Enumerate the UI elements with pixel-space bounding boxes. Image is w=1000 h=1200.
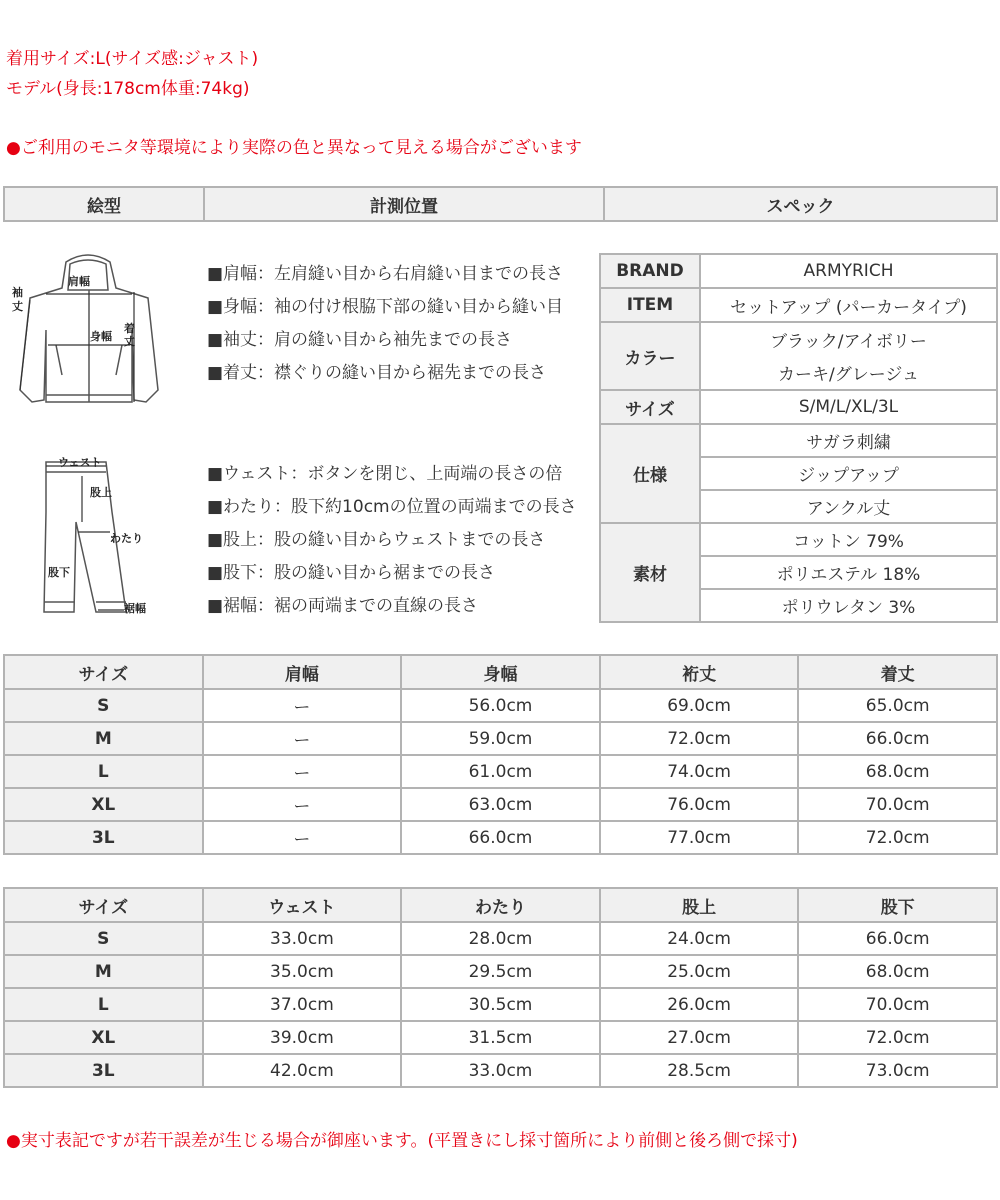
label-waist: ウェスト <box>58 456 102 469</box>
tops-cell: 66.0cm <box>401 821 600 854</box>
bottoms-size-cell: S <box>4 922 203 955</box>
spec-item-label: ITEM <box>600 288 700 322</box>
spec-material-value-3: ポリウレタン 3% <box>700 589 997 622</box>
bottoms-cell: 37.0cm <box>203 988 402 1021</box>
table-row <box>4 922 997 955</box>
bottoms-cell: 33.0cm <box>203 922 402 955</box>
spec-material-value-2: ポリエステル 18% <box>700 556 997 589</box>
bottoms-cell: 27.0cm <box>600 1021 799 1054</box>
header-illustration: 絵型 <box>4 187 204 221</box>
bottoms-header-waist: ウェスト <box>203 888 402 922</box>
bottoms-size-cell: 3L <box>4 1054 203 1087</box>
tops-header-sleeve: 裄丈 <box>600 655 799 689</box>
bottoms-cell: 33.0cm <box>401 1054 600 1087</box>
label-hem: 裾幅 <box>124 602 146 615</box>
spec-color-value-2: カーキ/グレージュ <box>700 356 997 390</box>
tops-header-shoulder: 肩幅 <box>203 655 402 689</box>
label-length-2: 丈 <box>124 335 135 348</box>
table-row <box>4 722 997 755</box>
tops-cell: 66.0cm <box>798 722 997 755</box>
bottoms-cell: 42.0cm <box>203 1054 402 1087</box>
tops-cell: 68.0cm <box>798 755 997 788</box>
bottoms-cell: 39.0cm <box>203 1021 402 1054</box>
label-sleeve-1: 袖 <box>12 286 23 299</box>
measure-warning-note: ●実寸表記ですが若干誤差が生じる場合が御座います。(平置きにし採寸箇所により前側と後ろ側で採寸) <box>6 1131 798 1151</box>
label-chest: 身幅 <box>90 330 112 343</box>
measure-hem: ■裾幅：裾の両端までの直線の長さ <box>207 596 479 616</box>
bottoms-cell: 66.0cm <box>798 922 997 955</box>
spec-material-label: 素材 <box>600 523 700 622</box>
tops-cell: ー <box>203 722 402 755</box>
header-spec: スペック <box>604 187 997 221</box>
bottoms-cell: 73.0cm <box>798 1054 997 1087</box>
spec-brand-value: ARMYRICH <box>700 254 997 288</box>
tops-cell: 63.0cm <box>401 788 600 821</box>
spec-item-value: セットアップ (パーカータイプ) <box>700 288 997 322</box>
label-thigh: わたり <box>110 532 143 545</box>
label-shoulder: 肩幅 <box>68 275 90 288</box>
spec-material-value-1: コットン 79% <box>700 523 997 556</box>
bottoms-size-table <box>3 887 998 1088</box>
bottoms-size-cell: XL <box>4 1021 203 1054</box>
table-row <box>4 788 997 821</box>
bottoms-cell: 68.0cm <box>798 955 997 988</box>
pants-diagram <box>8 452 198 620</box>
tops-size-cell: M <box>4 722 203 755</box>
measure-sleeve: ■袖丈：肩の縫い目から袖先までの長さ <box>207 330 513 350</box>
tops-cell: 72.0cm <box>600 722 799 755</box>
tops-cell: 77.0cm <box>600 821 799 854</box>
bottoms-cell: 24.0cm <box>600 922 799 955</box>
section-header <box>3 186 998 222</box>
tops-cell: 59.0cm <box>401 722 600 755</box>
label-rise: 股上 <box>90 486 112 499</box>
bottoms-cell: 25.0cm <box>600 955 799 988</box>
measure-chest: ■身幅：袖の付け根脇下部の縫い目から縫い目 <box>207 297 564 317</box>
label-sleeve-2: 丈 <box>12 300 23 313</box>
bottoms-header-thigh: わたり <box>401 888 600 922</box>
tops-cell: 69.0cm <box>600 689 799 722</box>
bottoms-cell: 70.0cm <box>798 988 997 1021</box>
bottoms-cell: 28.5cm <box>600 1054 799 1087</box>
tops-cell: ー <box>203 755 402 788</box>
measure-shoulder: ■肩幅：左肩縫い目から右肩縫い目までの長さ <box>207 264 564 284</box>
tops-cell: 72.0cm <box>798 821 997 854</box>
bottoms-cell: 26.0cm <box>600 988 799 1021</box>
tops-cell: 74.0cm <box>600 755 799 788</box>
tops-size-cell: L <box>4 755 203 788</box>
header-measure-position: 計測位置 <box>204 187 604 221</box>
tops-cell: 70.0cm <box>798 788 997 821</box>
model-size-note: 着用サイズ:L(サイズ感:ジャスト) <box>6 49 259 69</box>
color-warning-note: ●ご利用のモニタ等環境により実際の色と異なって見える場合がございます <box>6 138 582 158</box>
measure-length: ■着丈：襟ぐりの縫い目から裾先までの長さ <box>207 363 547 383</box>
bottoms-size-cell: L <box>4 988 203 1021</box>
spec-brand-label: BRAND <box>600 254 700 288</box>
spec-feature-value-3: アンクル丈 <box>700 490 997 523</box>
spec-size-label: サイズ <box>600 390 700 424</box>
hoodie-diagram <box>8 250 198 420</box>
table-row <box>4 689 997 722</box>
bottoms-size-cell: M <box>4 955 203 988</box>
tops-header-chest: 身幅 <box>401 655 600 689</box>
spec-feature-value-1: サガラ刺繍 <box>700 424 997 457</box>
bottoms-header-inseam: 股下 <box>798 888 997 922</box>
spec-color-value-1: ブラック/アイボリー <box>700 322 997 356</box>
tops-size-cell: 3L <box>4 821 203 854</box>
table-row <box>4 988 997 1021</box>
bottoms-header-rise: 股上 <box>600 888 799 922</box>
tops-cell: 65.0cm <box>798 689 997 722</box>
measure-rise: ■股上：股の縫い目からウェストまでの長さ <box>207 530 546 550</box>
table-row <box>4 1021 997 1054</box>
tops-cell: ー <box>203 821 402 854</box>
spec-size-value: S/M/L/XL/3L <box>700 390 997 424</box>
model-body-note: モデル(身長:178cm体重:74kg) <box>6 79 250 99</box>
bottoms-header-size: サイズ <box>4 888 203 922</box>
tops-header-size: サイズ <box>4 655 203 689</box>
bottoms-cell: 72.0cm <box>798 1021 997 1054</box>
table-row <box>4 821 997 854</box>
tops-size-table <box>3 654 998 855</box>
label-inseam: 股下 <box>48 566 70 579</box>
spec-feature-value-2: ジップアップ <box>700 457 997 490</box>
spec-feature-label: 仕様 <box>600 424 700 523</box>
spec-table <box>599 253 998 623</box>
tops-cell: 76.0cm <box>600 788 799 821</box>
bottoms-cell: 30.5cm <box>401 988 600 1021</box>
tops-cell: 61.0cm <box>401 755 600 788</box>
bottoms-cell: 31.5cm <box>401 1021 600 1054</box>
measure-thigh: ■わたり：股下約10cmの位置の両端までの長さ <box>207 497 577 517</box>
table-row <box>4 1054 997 1087</box>
tops-size-cell: XL <box>4 788 203 821</box>
tops-header-length: 着丈 <box>798 655 997 689</box>
tops-cell: ー <box>203 689 402 722</box>
bottoms-cell: 35.0cm <box>203 955 402 988</box>
table-row <box>4 755 997 788</box>
measure-inseam: ■股下：股の縫い目から裾までの長さ <box>207 563 496 583</box>
tops-cell: 56.0cm <box>401 689 600 722</box>
spec-color-label: カラー <box>600 322 700 390</box>
tops-cell: ー <box>203 788 402 821</box>
label-length-1: 着 <box>124 322 135 335</box>
measure-waist: ■ウェスト：ボタンを閉じ、上両端の長さの倍 <box>207 464 563 484</box>
tops-size-cell: S <box>4 689 203 722</box>
table-row <box>4 955 997 988</box>
bottoms-cell: 29.5cm <box>401 955 600 988</box>
bottoms-cell: 28.0cm <box>401 922 600 955</box>
